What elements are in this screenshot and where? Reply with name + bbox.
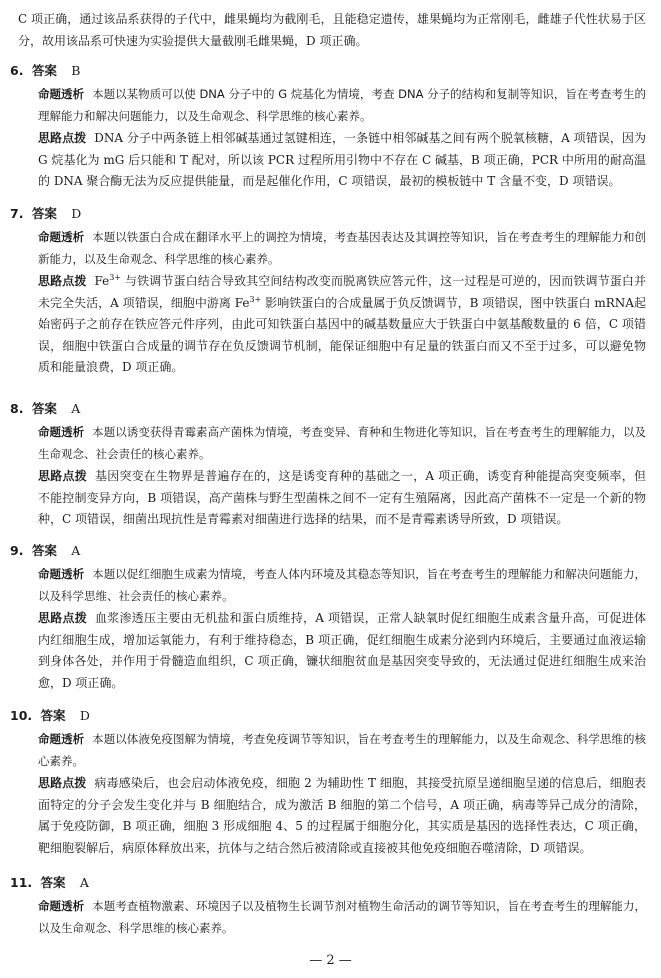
- question-9-analysis: [38, 564, 646, 607]
- answer-label: 答案: [40, 708, 66, 723]
- analysis-label: 命题透析: [38, 567, 85, 581]
- answer-value: D: [71, 206, 82, 221]
- analysis-text: 本题以诱变获得青霉素高产菌株为情境，考查变异、育种和生物进化等知识，旨在考查考生的理解能力，以及生命观念、社会责任的核心素养。: [38, 425, 647, 461]
- hint-label: 思路点拨: [38, 469, 87, 483]
- analysis-text: 本题以铁蛋白合成在翻译水平上的调控为情境，考查基因表达及其调控等知识，旨在考查考生的理解能力和创新能力，以及生命观念、科学思维的核心素养。: [38, 230, 647, 266]
- analysis-text: 本题以促红细胞生成素为情境，考查人体内环境及其稳态等知识，旨在考查考生的理解能力和解决问题能力，以及科学思维、社会责任的核心素养。: [38, 567, 647, 603]
- answer-label: 答案: [31, 206, 57, 221]
- question-8-analysis: [38, 422, 646, 465]
- page-number: — 2 —: [309, 953, 352, 968]
- question-10-hint: [38, 773, 646, 859]
- question-number: 11.: [10, 875, 33, 890]
- answer-value: A: [79, 875, 89, 890]
- hint-label: 思路点拨: [38, 274, 87, 288]
- question-7-hint: [38, 271, 646, 379]
- question-6-hint: [38, 128, 646, 193]
- question-6-analysis: [38, 84, 646, 127]
- hint-label: 思路点拨: [38, 131, 87, 145]
- hint-label: 思路点拨: [38, 776, 87, 790]
- analysis-text: 本题考查植物激素、环境因子以及植物生长调节剂对植物生命活动的调节等知识，旨在考查考生的理解能力，以及生命观念、科学思维的核心素养。: [38, 899, 647, 935]
- question-number: 6.: [10, 63, 24, 78]
- question-8-hint: [38, 466, 646, 531]
- analysis-label: 命题透析: [38, 87, 85, 101]
- question-number: 7.: [10, 206, 24, 221]
- hint-superscript: 3+: [109, 273, 122, 282]
- question-7-analysis: [38, 227, 646, 270]
- intro-paragraph: C 项正确，通过该品系获得的子代中，雌果蝇均为截刚毛，且能稳定遗传，雄果蝇均为正常刚毛，雌雄子代性状易于区分，故用该品系可快速为实验提供大量截刚毛雌果蝇，D 项正确。: [18, 12, 646, 48]
- analysis-label: 命题透析: [38, 230, 85, 244]
- analysis-label: 命题透析: [38, 425, 85, 439]
- hint-superscript-2: 3+: [249, 294, 262, 304]
- hint-text: DNA 分子中两条链上相邻碱基通过氢键相连，一条链中相邻碱基之间有两个脱氧核糖，A 项错误，因为 G 烷基化为 mG 后只能和 T 配对，所以该 PCR 过程所用引物中不存在 C 碱基，B 项正确，PCR 中所用的耐高温的 DNA 聚合酶无法为反应提供能量，而是起催化作用，C 项错误，最初的模板链中 T 含量不变，D 项错误。: [38, 131, 646, 188]
- question-9-hint: [38, 608, 646, 694]
- answer-value: A: [71, 401, 81, 416]
- analysis-label: 命题透析: [38, 732, 85, 746]
- answer-label: 答案: [31, 401, 57, 416]
- answer-value: A: [71, 543, 81, 558]
- question-11-header: [10, 872, 89, 893]
- hint-text-c: 影响铁蛋白的合成量属于负反馈调节，B 项错误，图中铁蛋白 mRNA起始密码子之前存在铁应答元件序列，由此可知铁蛋白基因中的碱基数量应大于铁蛋白中氨基酸数量的 6 倍，C 项错误，细胞中铁蛋白合成量的调节存在负反馈调节机制，能保证细胞中有足量的铁蛋白而又不至于过多，可以避免物质和能量浪费，D 项正确。: [38, 295, 646, 374]
- answer-label: 答案: [31, 543, 57, 558]
- hint-label: 思路点拨: [38, 611, 87, 625]
- analysis-text: 本题以某物质可以使 DNA 分子中的 G 烷基化为情境，考查 DNA 分子的结构和复制等知识，旨在考查考生的理解能力和解决问题能力，以及生命观念、科学思维的核心素养。: [38, 87, 647, 123]
- answer-value: D: [79, 708, 90, 723]
- hint-text: 病毒感染后，也会启动体液免疫，细胞 2 为辅助性 T 细胞，其接受抗原呈递细胞呈递的信息后，细胞表面特定的分子会发生变化并与 B 细胞结合，成为激活 B 细胞的第二个信号，A 项正确，病毒等异己成分的清除，属于免疫防御，B 项正确，细胞 3 形成细胞 4、5 的过程属于细胞分化，其实质是基因的选择性表达，C 项正确，靶细胞裂解后，病原体释放出来，抗体与之结合然后被清除或直接被其他免疫细胞吞噬清除，D 项错误。: [38, 776, 646, 855]
- question-7-header: [10, 203, 81, 224]
- answer-label: 答案: [31, 63, 57, 78]
- hint-text: 基因突变在生物界是普遍存在的，这是诱变育种的基础之一，A 项正确，诱变育种能提高突变频率，但不能控制变异方向，B 项错误，高产菌株与野生型菌株之间不一定有生殖隔离，因此高产菌株不一定是一个新的物种，C 项错误，细菌出现抗性是青霉素对细菌进行选择的结果，而不是青霉素诱导所致，D 项错误。: [38, 469, 646, 526]
- analysis-text: 本题以体液免疫图解为情境，考查免疫调节等知识，旨在考查考生的理解能力，以及生命观念、科学思维的核心素养。: [38, 732, 647, 768]
- question-10-header: [10, 705, 90, 726]
- analysis-label: 命题透析: [38, 899, 85, 913]
- question-number: 10.: [10, 708, 33, 723]
- question-10-analysis: [38, 729, 646, 772]
- hint-text-a: Fe: [94, 274, 110, 288]
- answer-label: 答案: [40, 875, 66, 890]
- question-9-header: [10, 540, 80, 561]
- answer-value: B: [71, 63, 81, 78]
- question-number: 9.: [10, 543, 24, 558]
- question-number: 8.: [10, 401, 24, 416]
- question-8-header: [10, 398, 80, 419]
- hint-text: 血浆渗透压主要由无机盐和蛋白质维持，A 项错误，正常人缺氧时促红细胞生成素含量升高，可促进体内红细胞生成，增加运氧能力，有利于维持稳态，B 项正确，促红细胞生成素分泌到内环境后，主要通过血液运输到身体各处，并作用于骨髓造血组织，C 项正确，镰状细胞贫血是基因突变导致的，无法通过促进红细胞生成来治愈，D 项正确。: [38, 611, 646, 690]
- question-11-analysis: [38, 896, 646, 939]
- question-6-header: [10, 60, 80, 81]
- hint-text-b: 与铁调节蛋白结合导致其空间结构改变而脱离铁应答元件，这一过程是可逆的，因而铁调节蛋白并未完全失活，A 项错误，细胞中游离 Fe: [38, 274, 646, 310]
